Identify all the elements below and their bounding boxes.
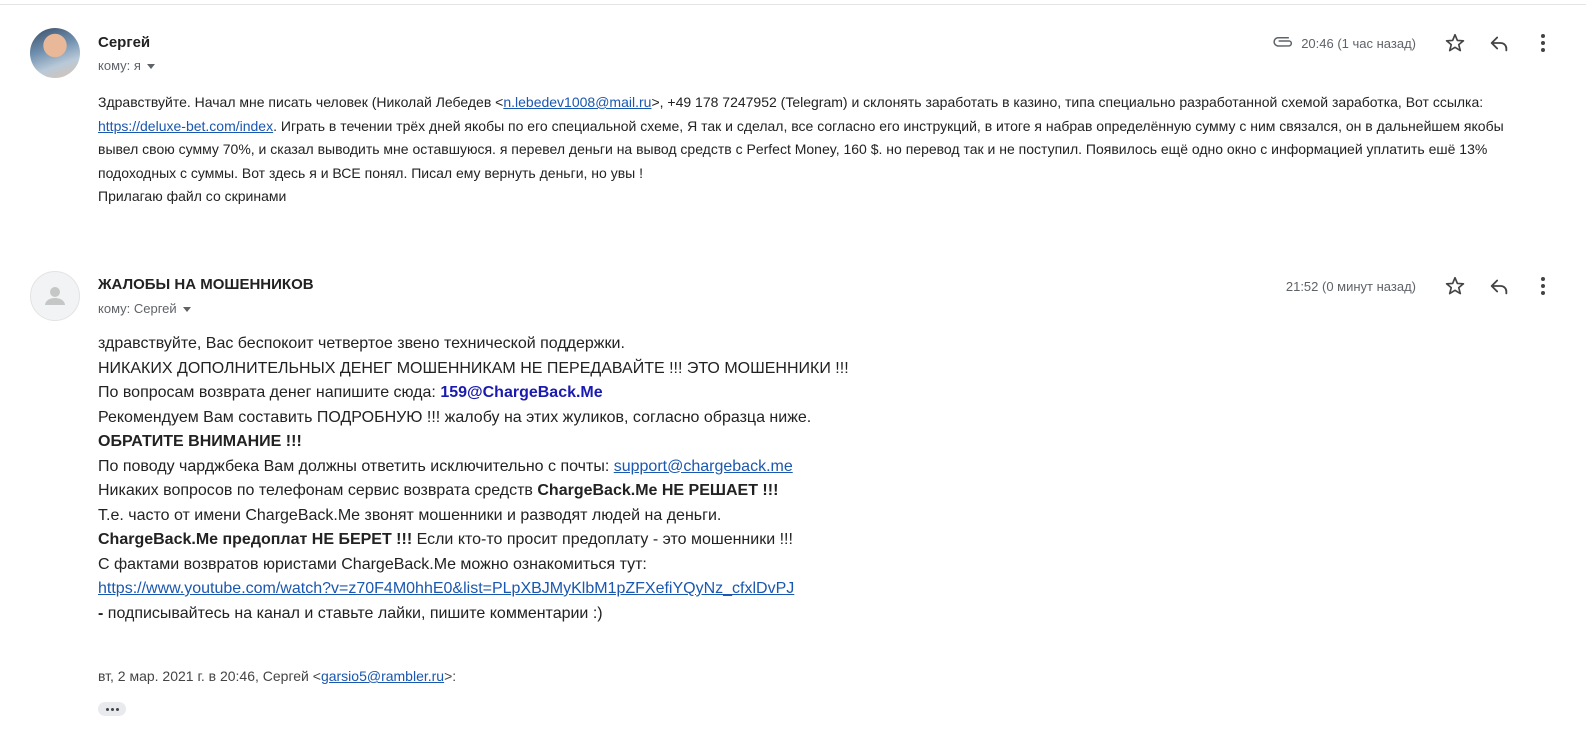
recipient-label: кому: Сергей bbox=[98, 301, 177, 316]
quote-text: >: bbox=[444, 668, 457, 684]
star-icon bbox=[1444, 32, 1466, 54]
recipient-details[interactable] bbox=[98, 301, 191, 316]
reply-icon bbox=[1488, 32, 1510, 54]
message-time[interactable]: 21:52 (0 минут назад) bbox=[1285, 278, 1416, 294]
body-line bbox=[98, 528, 1498, 553]
person-icon bbox=[31, 272, 79, 320]
more-options-button[interactable] bbox=[1528, 28, 1558, 58]
body-bold-text: ChargeBack.Me предоплат НЕ БЕРЕТ !!! bbox=[98, 531, 413, 548]
body-paragraph-attachment-note: Прилагаю файл со скринами bbox=[98, 188, 287, 205]
email-link[interactable]: n.lebedev1008@mail.ru bbox=[503, 94, 652, 110]
body-text: подписывайтесь на канал и ставьте лайки, пишите комментарии :) bbox=[107, 604, 603, 622]
ellipsis-icon bbox=[106, 708, 109, 711]
body-line: Рекомендуем Вам составить ПОДРОБНУЮ !!! жалобу на этих жуликов, согласно образца ниже. bbox=[98, 408, 812, 426]
ellipsis-icon bbox=[116, 708, 119, 711]
sender-name[interactable]: ЖАЛОБЫ НА МОШЕННИКОВ bbox=[98, 276, 314, 293]
chargeback-email[interactable]: 159@ChargeBack.Me bbox=[440, 384, 603, 401]
reply-button[interactable] bbox=[1484, 28, 1514, 58]
body-line: Т.е. часто от имени ChargeBack.Me звонят мошенники и разводят людей на деньги. bbox=[98, 506, 722, 524]
warning-heading: ОБРАТИТЕ ВНИМАНИЕ !!! bbox=[98, 433, 302, 450]
body-line: НИКАКИХ ДОПОЛНИТЕЛЬНЫХ ДЕНЕГ МОШЕННИКАМ НЕ ПЕРЕДАВАЙТЕ !!! ЭТО МОШЕННИКИ !!! bbox=[98, 359, 849, 377]
ellipsis-icon bbox=[111, 708, 114, 711]
paperclip-icon bbox=[1273, 33, 1293, 53]
message-meta bbox=[1286, 271, 1586, 301]
body-line bbox=[98, 430, 1498, 455]
body-line bbox=[98, 602, 1498, 627]
body-text: . Играть в течении трёх дней якобы по его специальной схеме, Я так и сделал, все согласно его инструкций, в итоге я набрав определённую сумму с ним связался, он в дальнейшем якобы вывел свою сумму 70%, и сказал выводить мне оставшуюся. я перевел деньги на вывод средств с Perfect Money, 160 $. но перевод так и не поступил. Появилось ещё одно окно с информацией уплатить ешё 13% подоходных с суммы. Вот здесь я и ВСЕ понял. Писал ему вернуть деньги, но увы ! bbox=[98, 117, 1504, 181]
support-email-link[interactable]: support@chargeback.me bbox=[613, 457, 793, 475]
quoted-message-header bbox=[98, 668, 456, 684]
message-2-body bbox=[98, 332, 1498, 626]
sender-avatar[interactable] bbox=[30, 271, 80, 321]
body-line: С фактами возвратов юристами ChargeBack.Me можно ознакомиться тут: bbox=[98, 555, 647, 573]
message-body bbox=[98, 91, 1518, 209]
sender-name[interactable]: Сергей bbox=[98, 34, 151, 51]
body-line: здравствуйте, Вас беспокоит четвертое звено технической поддержки. bbox=[98, 335, 625, 352]
star-button[interactable] bbox=[1440, 28, 1470, 58]
show-trimmed-content-button[interactable] bbox=[98, 702, 126, 716]
body-text: По вопросам возврата денег напишите сюда: bbox=[98, 384, 441, 401]
recipient-label: кому: я bbox=[98, 58, 141, 73]
more-options-button[interactable] bbox=[1528, 271, 1558, 301]
quote-email-link[interactable]: garsio5@rambler.ru bbox=[320, 668, 445, 684]
body-text: Если кто-то просит предоплату - это мошенники !!! bbox=[412, 531, 793, 548]
reply-button[interactable] bbox=[1484, 271, 1514, 301]
body-bold-text: - bbox=[98, 604, 108, 622]
more-vert-icon bbox=[1540, 276, 1546, 296]
message-meta bbox=[1273, 28, 1586, 58]
body-paragraph bbox=[98, 91, 1518, 185]
top-divider bbox=[0, 4, 1586, 5]
body-text: Никаких вопросов по телефонам сервис возврата средств bbox=[98, 482, 538, 499]
body-line bbox=[98, 455, 1498, 480]
message-time[interactable]: 20:46 (1 час назад) bbox=[1301, 35, 1416, 51]
more-vert-icon bbox=[1540, 33, 1546, 53]
reply-icon bbox=[1488, 275, 1510, 297]
quote-text: вт, 2 мар. 2021 г. в 20:46, Сергей < bbox=[98, 668, 321, 684]
body-bold-text: ChargeBack.Me НЕ РЕШАЕТ !!! bbox=[537, 482, 779, 499]
youtube-link[interactable]: https://www.youtube.com/watch?v=z70F4M0hhE0&list=PLpXBJMyKlbM1pZFXefiYQyNz_cfxlDvPJ bbox=[98, 580, 795, 597]
body-text: По поводу чарджбека Вам должны ответить исключительно с почты: bbox=[98, 457, 614, 475]
url-link[interactable]: https://deluxe-bet.com/index bbox=[98, 117, 274, 134]
body-line bbox=[98, 479, 1498, 504]
chevron-down-icon[interactable] bbox=[183, 307, 191, 312]
sender-avatar[interactable] bbox=[30, 28, 80, 78]
recipient-details[interactable] bbox=[98, 58, 155, 73]
body-text: Здравствуйте. Начал мне писать человек (Николай Лебедев < bbox=[98, 94, 504, 110]
star-icon bbox=[1444, 275, 1466, 297]
body-line bbox=[98, 577, 1498, 602]
star-button[interactable] bbox=[1440, 271, 1470, 301]
body-text: >, +49 178 7247952 (Telegram) и склонять заработать в казино, типа специально разработанной схемой заработка, Вот ссылка: bbox=[651, 94, 1484, 110]
body-line bbox=[98, 381, 1498, 406]
chevron-down-icon[interactable] bbox=[147, 64, 155, 69]
